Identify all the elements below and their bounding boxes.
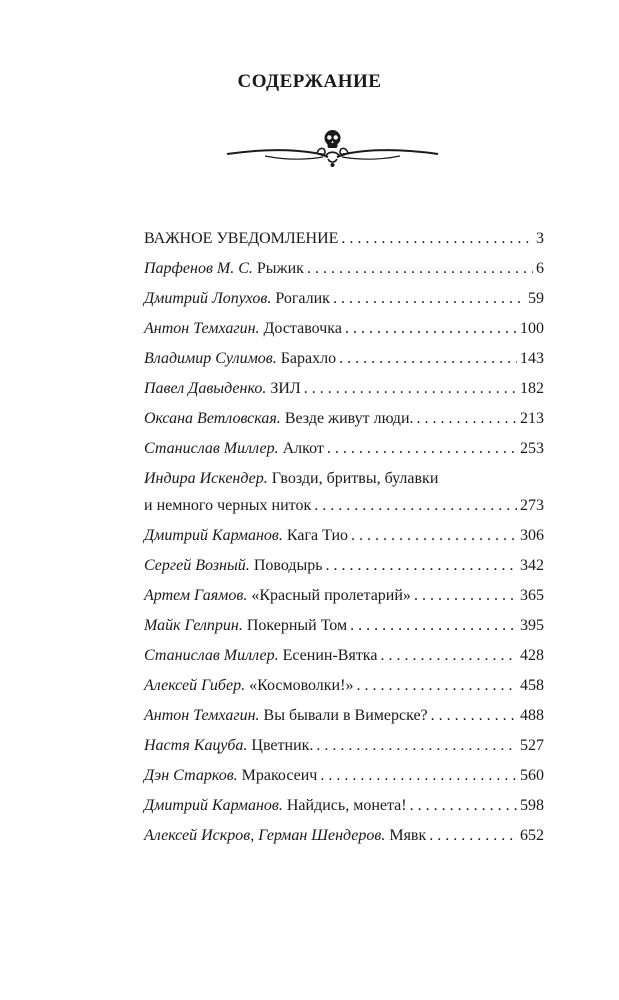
toc-title: ЗИЛ <box>266 380 301 397</box>
toc-page-number: 182 <box>520 380 544 397</box>
toc-title: Поводырь <box>249 556 323 574</box>
toc-title: Цветник. <box>247 736 314 754</box>
toc-page-number: 59 <box>528 290 544 307</box>
toc-author: Настя Кацуба. <box>144 736 248 754</box>
dot-leader <box>429 823 517 850</box>
toc-title: Рогалик <box>271 290 330 307</box>
toc-entry[interactable] <box>144 226 544 253</box>
toc-title: Рыжик <box>252 260 304 277</box>
toc-title: Есенин-Вятка <box>278 646 378 664</box>
toc-title: Барахло <box>276 350 337 367</box>
toc-entry[interactable] <box>144 286 544 313</box>
dot-leader <box>410 793 517 820</box>
dot-leader <box>326 553 517 580</box>
toc-author: Майк Гелприн. <box>144 616 243 634</box>
dot-leader <box>339 346 517 373</box>
toc-page-number: 428 <box>520 646 544 664</box>
toc-page-number: 342 <box>520 556 544 574</box>
toc-title: «Красный пролетарий» <box>247 586 411 604</box>
toc-page-number: 598 <box>520 796 544 814</box>
toc-page-number: 395 <box>520 616 544 634</box>
dot-leader <box>431 703 517 730</box>
toc-author: Дэн Старков. <box>144 766 238 784</box>
toc-title: Мракосеич <box>237 766 318 784</box>
toc-entry[interactable] <box>144 256 544 283</box>
toc-entry[interactable] <box>144 763 544 790</box>
toc-title: Мявк <box>385 826 427 844</box>
toc-entry[interactable] <box>144 406 544 433</box>
toc-page-number: 143 <box>520 350 544 367</box>
dot-leader <box>345 316 517 343</box>
page-title: СОДЕРЖАНИЕ <box>237 71 382 92</box>
toc-entry[interactable] <box>144 346 544 373</box>
dot-leader <box>333 286 525 313</box>
toc-entry[interactable] <box>144 643 544 670</box>
toc-page-number: 100 <box>520 320 544 337</box>
toc-author: Дмитрий Лопухов. <box>144 290 272 307</box>
toc-page-number: 365 <box>520 586 544 604</box>
toc-page-number: 527 <box>520 736 544 754</box>
skull-flourish-icon <box>225 126 440 170</box>
toc-page-number: 652 <box>520 826 544 844</box>
toc-title: Кага Тио <box>282 526 349 544</box>
toc-author: Дмитрий Карманов. <box>144 796 283 814</box>
toc-entry[interactable] <box>144 316 544 343</box>
toc-author: Алексей Искров, Герман Шендеров. <box>144 826 386 844</box>
toc-page-number: 488 <box>520 706 544 724</box>
toc-entry[interactable] <box>144 583 544 610</box>
toc-page-number: 273 <box>520 496 544 514</box>
dot-leader <box>350 613 517 640</box>
toc-title: Алкот <box>278 440 324 457</box>
dot-leader <box>307 256 533 283</box>
toc-author: Антон Темхагин. <box>144 706 260 724</box>
toc-author: Дмитрий Карманов. <box>144 526 283 544</box>
toc-author: Алексей Гибер. <box>144 676 246 694</box>
toc-title: Гвозди, бритвы, булавки <box>267 470 439 487</box>
toc-title: Доставочка <box>259 320 342 337</box>
dot-leader <box>304 376 517 403</box>
toc-entry[interactable] <box>144 823 544 850</box>
dot-leader <box>351 523 517 550</box>
toc-page-number: 253 <box>520 440 544 457</box>
toc-author: Индира Искендер. <box>144 470 268 487</box>
dot-leader <box>314 493 517 520</box>
toc-entry[interactable] <box>144 436 544 463</box>
dot-leader <box>380 643 517 670</box>
dot-leader <box>320 763 517 790</box>
toc-author: Сергей Возный. <box>144 556 250 574</box>
dot-leader <box>414 583 517 610</box>
toc-author: Павел Давыденко. <box>144 380 267 397</box>
toc-author: Артем Гаямов. <box>144 586 248 604</box>
toc-author: Станислав Миллер. <box>144 646 279 664</box>
dot-leader <box>356 673 517 700</box>
toc-entry[interactable] <box>144 793 544 820</box>
toc-entry[interactable] <box>144 523 544 550</box>
toc-author: Антон Темхагин. <box>144 320 260 337</box>
toc-entry[interactable] <box>144 673 544 700</box>
toc-page-number: 458 <box>520 676 544 694</box>
toc-page-number: 306 <box>520 526 544 544</box>
dot-leader <box>316 733 517 760</box>
toc-author: Оксана Ветловская. <box>144 410 281 427</box>
dot-leader <box>341 226 533 253</box>
toc-title: Покерный Том <box>242 616 348 634</box>
toc-author: Станислав Миллер. <box>144 440 279 457</box>
toc-title: Вы бывали в Вимерске? <box>259 706 428 724</box>
toc-title: Найдись, монета! <box>282 796 407 814</box>
toc-page-number: 213 <box>520 410 544 427</box>
toc-entry[interactable] <box>144 703 544 730</box>
toc-title-continued: и немного черных ниток <box>144 496 312 514</box>
toc-author: Владимир Сулимов. <box>144 350 277 367</box>
toc-entry[interactable] <box>144 376 544 403</box>
toc-entry[interactable] <box>144 466 544 519</box>
toc-entry[interactable] <box>144 553 544 580</box>
toc-title: Везде живут люди. <box>280 410 414 427</box>
toc-entry[interactable] <box>144 613 544 640</box>
dot-leader <box>417 406 518 433</box>
toc-page-number: 6 <box>536 260 544 277</box>
toc-title: ВАЖНОЕ УВЕДОМЛЕНИЕ <box>144 230 339 247</box>
toc-author: Парфенов М. С. <box>144 260 253 277</box>
dot-leader <box>327 436 517 463</box>
toc-entry[interactable] <box>144 733 544 760</box>
toc-title: «Космоволки!» <box>245 676 354 694</box>
table-of-contents <box>144 226 544 853</box>
toc-page-number: 3 <box>536 230 544 247</box>
toc-page-number: 560 <box>520 766 544 784</box>
